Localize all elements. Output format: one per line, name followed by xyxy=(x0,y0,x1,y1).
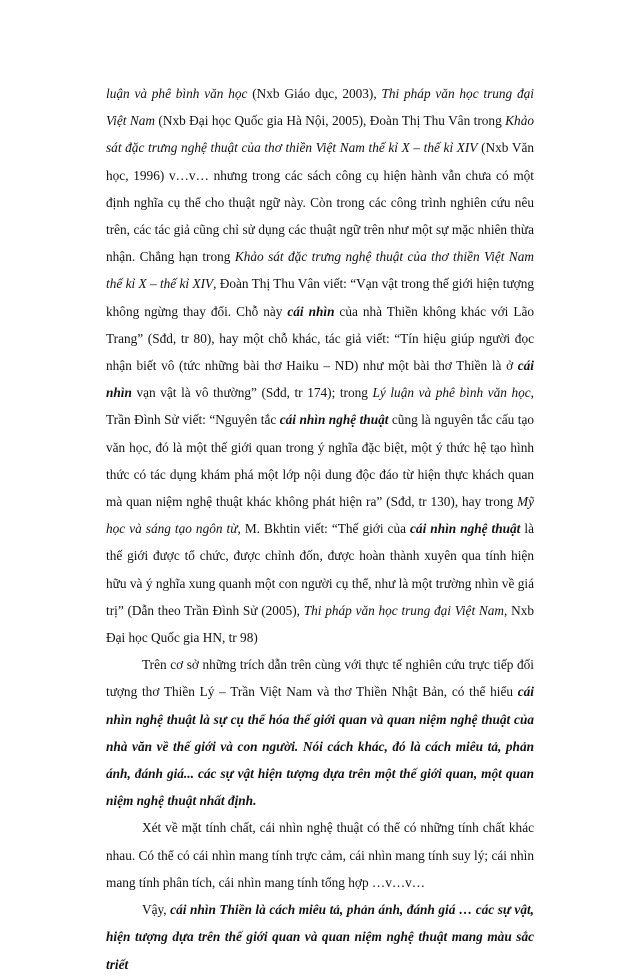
text-run: (Nxb Đại học Quốc gia Hà Nội, 2005), Đoàn Thị Thu Vân trong xyxy=(154,113,506,129)
text-run: (Nxb Giáo dục, 2003), xyxy=(247,86,382,101)
text-run: Thi pháp văn học trung đại Việt Nam xyxy=(106,86,534,129)
paragraph-1 xyxy=(106,80,534,651)
text-run: Thi pháp văn học trung đại Việt Nam xyxy=(303,602,505,618)
text-run: vạn vật là vô thường” (Sđd, tr 174); trong xyxy=(131,385,373,401)
text-run: cũng là nguyên tắc cấu tạo văn học, đó là một thế giới quan trong ý nghĩa đặc biệt, một ý thức hệ tạo hình thức có tác dụng khám phá một lớp nội dung độc đáo từ hiện thực khách quan mà quan niệm nghệ thuật khác không phát hiện ra” (Sđd, tr 130), hay trong xyxy=(106,412,535,510)
text-run: Khảo sát đặc trưng nghệ thuật của thơ thiền Việt Nam thế kỉ X – thế kỉ XIV xyxy=(106,249,534,292)
text-run: cái nhìn xyxy=(106,358,534,401)
text-run: , M. Bkhtin viết: “Thế giới của xyxy=(237,521,411,537)
paragraph-4 xyxy=(106,896,534,978)
paragraph-2 xyxy=(106,651,534,814)
text-run: cái nhìn nghệ thuật là sự cụ thể hóa thế giới quan và quan niệm nghệ thuật của nhà văn về thế giới và con người. Nói cách khác, đó là cách miêu tả, phản ánh, đánh giá... các sự vật hiện tượng dựa trên một thế giới quan, một quan niệm nghệ thuật nhất định. xyxy=(106,684,534,809)
text-run: Vậy, xyxy=(142,902,171,918)
text-run: của nhà Thiền không khác với Lão Trang” (Sđd, tr 80), hay một chỗ khác, tác giả viết: “Tín hiệu giúp người đọc nhận biết vô (tức những bài thơ Haiku – ND) như một bài thơ Thiền là ở xyxy=(106,303,534,374)
text-run: cái nhìn nghệ thuật xyxy=(279,412,389,428)
text-run: cái nhìn xyxy=(287,303,335,319)
body-text xyxy=(106,80,534,978)
text-run: , Trần Đình Sử viết: “Nguyên tắc xyxy=(106,385,534,428)
paragraph-3 xyxy=(106,814,534,896)
text-run: (Nxb Văn học, 1996) v…v… nhưng trong các sách công cụ hiện hành vẫn chưa có một định nghĩa cụ thể cho thuật ngữ này. Còn trong các công trình nghiên cứu nêu trên, các tác giả cũng chỉ sử dụng các thuật ngữ trên như một sự mặc nhiên thừa nhận. Chẳng hạn trong xyxy=(106,140,534,265)
text-run: Trên cơ sở những trích dẫn trên cùng với thực tế nghiên cứu trực tiếp đối tượng thơ Thiền Lý – Trần Việt Nam và thơ Thiền Nhật Bản, có thể hiểu xyxy=(106,657,534,700)
text-run: Mỹ học và sáng tạo ngôn từ xyxy=(106,494,534,537)
text-run: , Đoàn Thị Thu Vân viết: “Vạn vật trong thế giới hiện tượng không ngừng thay đổi. Chỗ này xyxy=(106,276,534,319)
text-run: Xét về mặt tính chất, cái nhìn nghệ thuật có thể có những tính chất khác nhau. Có thể có cái nhìn mang tính trực cảm, cái nhìn mang tính suy lý; cái nhìn mang tính phân tích, cái nhìn mang tính tổng hợp …v…v… xyxy=(106,820,534,890)
text-run: luận và phê bình văn học xyxy=(106,86,248,101)
text-run: Lý luận và phê bình văn học xyxy=(372,385,531,401)
text-run: là thế giới được tổ chức, được chỉnh đốn, được hoàn thành xuyên qua tính hiện hữu và ý nghĩa xung quanh một con người cụ thể, như là một trường nhìn về giá trị” (Dẫn theo Trần Đình Sử (2005), xyxy=(106,521,535,618)
text-run: cái nhìn nghệ thuật xyxy=(410,521,521,537)
text-run: Khảo sát đặc trưng nghệ thuật của thơ thiền Việt Nam thế kỉ X – thế kỉ XIV xyxy=(106,113,534,156)
text-run: , Nxb Đại học Quốc gia HN, tr 98) xyxy=(106,602,534,646)
text-run: cái nhìn Thiền là cách miêu tả, phản ánh, đánh giá … các sự vật, hiện tượng dựa trên thế giới quan và quan niệm nghệ thuật mang màu sắc triết xyxy=(106,902,534,972)
